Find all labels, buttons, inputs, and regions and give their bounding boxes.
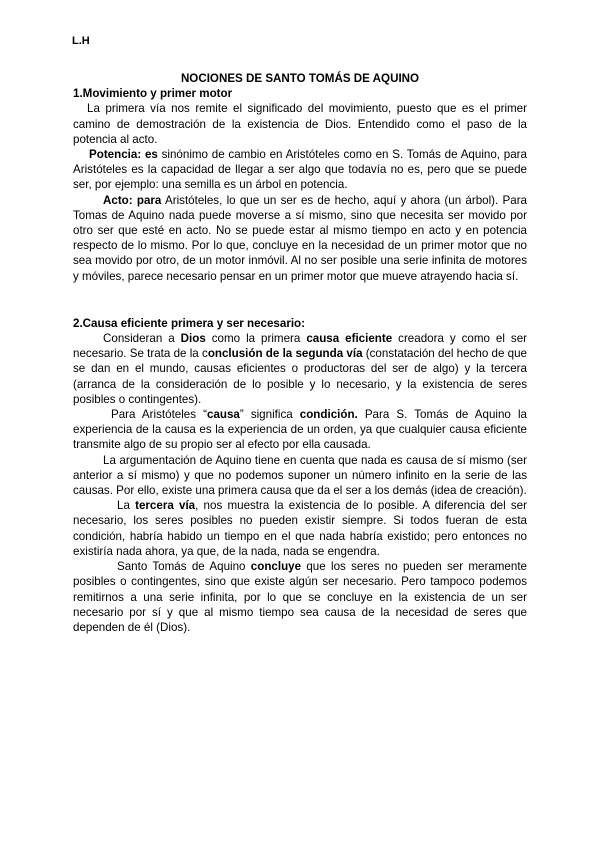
section-2-paragraph-4 — [73, 498, 527, 559]
term-tercera-via: tercera vía — [135, 499, 196, 513]
text-run: (constatación del hecho de que se dan en el mundo, causas eficientes o productoras del ser de algo) y la tercera (arranca de la consideración de lo posible y lo necesario, y la existencia de seres posibles o contingentes). — [73, 347, 527, 406]
document-title: NOCIONES DE SANTO TOMÁS DE AQUINO — [180, 72, 420, 85]
term-causa: causa — [207, 408, 240, 422]
section-1-heading: 1.Movimiento y primer motor — [73, 87, 233, 101]
text-run: Para S. Tomás de Aquino la experiencia de la causa es la experiencia de un orden, ya que cualquier causa eficiente transmite algo de su propio ser al efecto por ella causada. — [73, 408, 527, 452]
section-2-paragraph-3: La argumentación de Aquino tiene en cuenta que nada es causa de sí mismo (ser anterior a sí mismo) y que no podemos suponer un número infinito en la serie de las causas. Por ello, existe una primera causa que da el ser a los demás (idea de creación). — [73, 453, 527, 498]
text-run: ” significa — [239, 408, 300, 422]
author-initials: L.H — [72, 35, 90, 47]
section-1-paragraph-1: La primera vía nos remite el significado del movimiento, puesto que es el primer camino de demostración de la existencia de Dios. Entendido como el paso de la potencia al acto. — [73, 102, 527, 146]
text-run: que los seres no pueden ser meramente posibles o contingentes, sino que existe algún ser necesario. Pero tampoco podemos remitirnos a una serie infinita, por lo que se concluye en la existencia de un ser necesario por sí y que al mismo tiempo sea causa de la necesidad de seres que dependen de él (Dios). — [73, 560, 527, 634]
text-run: , nos muestra la existencia de lo posible. A diferencia del ser necesario, los seres posibles no pueden existir siempre. Si todos fueran de esta condición, habría habido un tiempo en el que nada habría existido; pero entonces no existiría nada ahora, ya que, de la nada, nada se engendra. — [73, 499, 527, 558]
term-causa-eficiente: causa eficiente — [306, 332, 393, 346]
section-2-paragraph-1 — [73, 331, 527, 407]
term-acto: Acto: para — [103, 193, 162, 207]
text-run: como la primera — [205, 332, 307, 346]
section-1-paragraph-potencia — [73, 147, 527, 193]
term-concluye: concluye — [250, 560, 302, 574]
section-gap — [73, 284, 527, 316]
text-run: Consideran a — [103, 332, 181, 346]
section-2-paragraph-2 — [73, 407, 527, 453]
term-condicion: condición. — [299, 408, 358, 422]
term-dios: Dios — [180, 332, 206, 346]
text-run: Santo Tomás de Aquino — [117, 560, 251, 574]
term-potencia: Potencia: es — [89, 148, 158, 162]
term-segunda-via: onclusión de la segunda vía — [207, 347, 363, 361]
section-1-paragraph-acto — [73, 193, 527, 284]
text-run: creadora y como el ser necesario. Se trata de la c — [73, 332, 528, 361]
text-run: La — [117, 499, 136, 513]
text-run: Para Aristóteles “ — [111, 408, 207, 422]
document-body — [73, 71, 527, 635]
acto-definition: Aristóteles, lo que un ser es de hecho, aquí y ahora (un árbol). Para Tomas de Aquino nada puede moverse a sí mismo, sino que necesita ser movido por otro ser que esté en acto. No se puede estar al mismo tiempo en acto y en potencia respecto de lo mismo. Por lo que, concluye en la necesidad de un primer motor que no sea movido por otro, de un motor inmóvil. Al no ser posible una serie infinita de motores y móviles, parece necesario pensar en un primer motor que mueve atrayendo hacia sí. — [73, 193, 527, 283]
section-2-paragraph-5 — [73, 559, 527, 635]
section-2-heading: 2.Causa eficiente primera y ser necesario: — [73, 316, 305, 330]
potencia-definition: sinónimo de cambio en Aristóteles como en S. Tomás de Aquino, para Aristóteles es la capacidad de llegar a ser algo que todavía no es, pero que se puede ser, por ejemplo: una semilla es un árbol en potencia. — [73, 148, 527, 192]
